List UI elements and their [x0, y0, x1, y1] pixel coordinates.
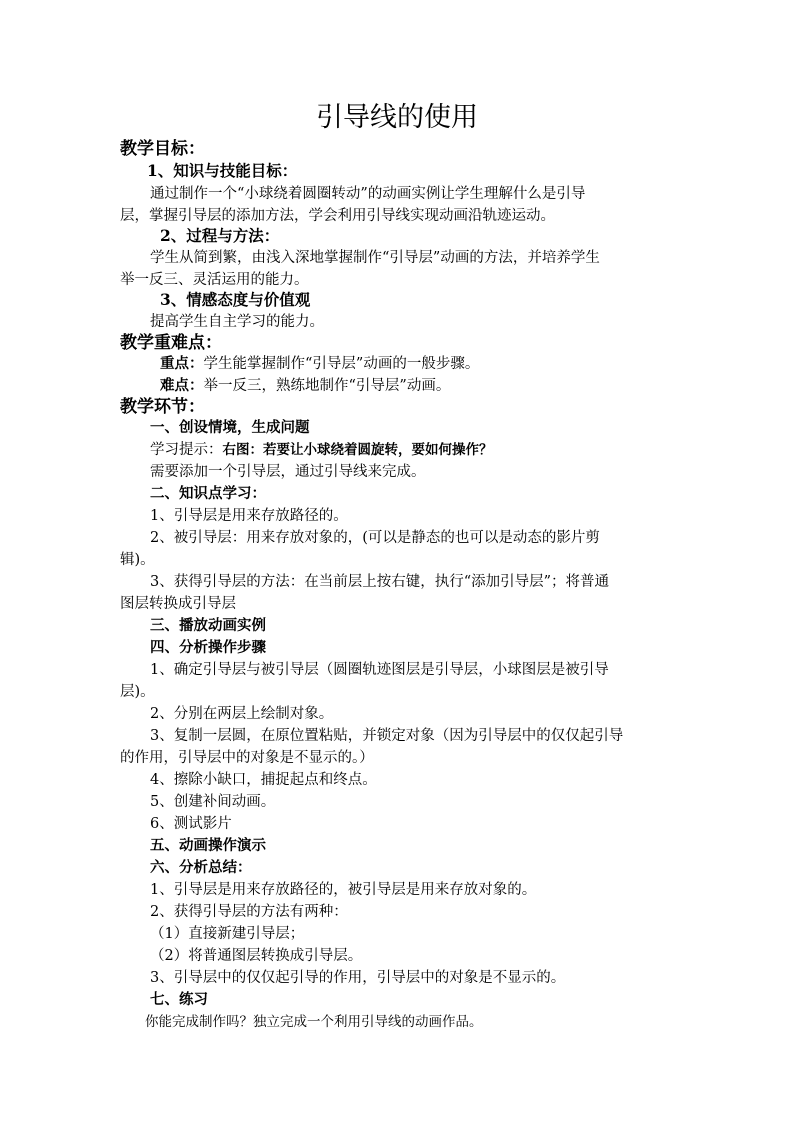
section-4-line-4: 3、复制一层圆，在原位置粘贴，并锁定对象（因为引导层中的仅仅起引导 — [150, 728, 624, 744]
section-4-line-6: 4、擦除小缺口，捕捉起点和终点。 — [150, 772, 377, 788]
section-2-line-1: 1、引导层是用来存放路径的。 — [150, 508, 348, 524]
section-6-line-3: （1）直接新建引导层； — [150, 926, 305, 942]
section-7-line-1: 你能完成制作吗？独立完成一个利用引导线的动画作品。 — [145, 1014, 483, 1030]
section-2-line-4: 3、获得引导层的方法：在当前层上按右键，执行“添加引导层”；将普通 — [150, 574, 610, 590]
section-2-line-3: 辑)。 — [120, 552, 155, 568]
section-2-line-5: 图层转换成引导层 — [120, 596, 236, 612]
section-1-heading: 一、创设情境，生成问题 — [150, 419, 310, 436]
section-1-line-2: 需要添加一个引导层，通过引导线来完成。 — [150, 464, 426, 480]
section-6-line-1: 1、引导层是用来存放路径的，被引导层是用来存放对象的。 — [150, 882, 537, 898]
objective-1-line-2: 层，掌握引导层的添加方法，学会利用引导线实现动画沿轨迹运动。 — [120, 208, 555, 224]
section-2-heading: 二、知识点学习： — [150, 485, 266, 502]
section-4-line-1: 1、确定引导层与被引导层（圆圈轨迹图层是引导层，小球图层是被引导 — [150, 662, 609, 678]
section-6-line-5: 3、引导层中的仅仅起引导的作用，引导层中的对象是不显示的。 — [150, 970, 566, 986]
hard-point-label: 难点： — [160, 377, 204, 394]
section-6-line-2: 2、获得引导层的方法有两种： — [150, 904, 348, 920]
key-point-text: 学生能掌握制作“引导层”动画的一般步骤。 — [203, 356, 480, 372]
section-1-prompt — [150, 440, 493, 460]
hard-point-line — [160, 376, 450, 396]
process-heading: 教学环节： — [120, 397, 205, 417]
section-6-heading: 六、分析总结： — [150, 859, 252, 876]
page-title: 引导线的使用 — [316, 102, 478, 133]
section-5-heading: 五、动画操作演示 — [150, 837, 266, 854]
objectives-heading: 教学目标： — [120, 139, 205, 159]
objective-1-heading: 1、知识与技能目标： — [147, 161, 298, 180]
objective-2-heading: 2、过程与方法： — [160, 226, 280, 245]
objective-2-line-1: 学生从简到繁，由浅入深地掌握制作“引导层”动画的方法，并培养学生 — [150, 250, 600, 266]
section-4-line-3: 2、分别在两层上绘制对象。 — [150, 706, 334, 722]
section-1-prompt-bold: 右图：若要让小球绕着圆旋转，要如何操作？ — [222, 442, 493, 458]
section-4-line-8: 6、测试影片 — [150, 816, 232, 832]
key-point-line — [160, 354, 479, 374]
key-point-label: 重点： — [160, 355, 204, 372]
section-1-prompt-label: 学习提示： — [150, 442, 223, 458]
objective-3-line-1: 提高学生自主学习的能力。 — [150, 314, 324, 330]
section-4-line-5: 的作用，引导层中的对象是不显示的。） — [120, 750, 374, 766]
section-4-line-7: 5、创建补间动画。 — [150, 794, 276, 810]
hard-point-text: 举一反三，熟练地制作“引导层”动画。 — [203, 378, 451, 394]
objective-1-line-1: 通过制作一个“小球绕着圆圈转动”的动画实例让学生理解什么是引导 — [150, 186, 586, 202]
section-4-line-2: 层)。 — [120, 684, 155, 700]
section-7-heading: 七、练习 — [150, 991, 208, 1008]
difficulties-heading: 教学重难点： — [120, 333, 222, 353]
section-6-line-4: （2）将普通图层转换成引导层。 — [150, 948, 363, 964]
section-3-heading: 三、播放动画实例 — [150, 617, 266, 634]
section-2-line-2: 2、被引导层：用来存放对象的，(可以是静态的也可以是动态的影片剪 — [150, 530, 600, 546]
section-4-heading: 四、分析操作步骤 — [150, 639, 266, 656]
objective-3-heading: 3、情感态度与价值观 — [160, 290, 311, 309]
objective-2-line-2: 举一反三、灵活运用的能力。 — [120, 272, 309, 288]
